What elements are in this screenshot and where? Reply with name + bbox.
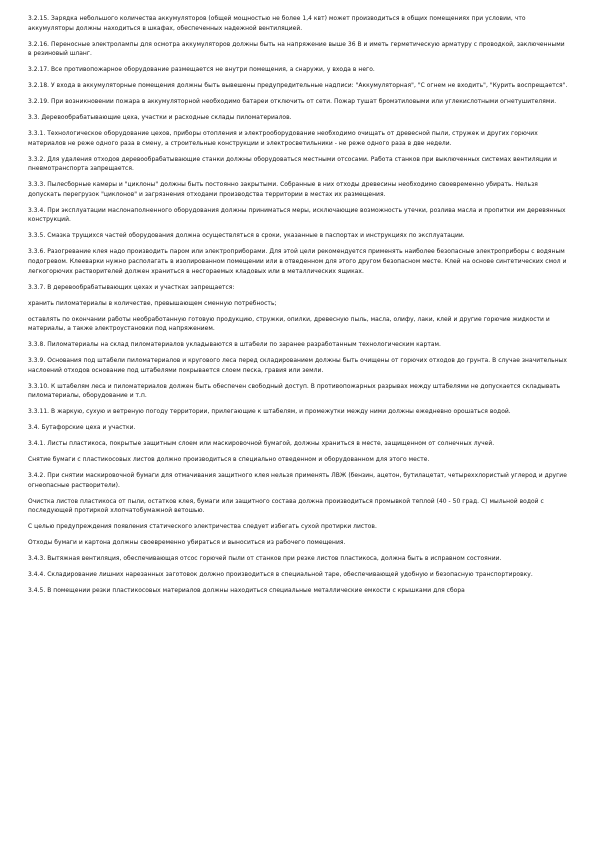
paragraph-3-3-4: 3.3.4. При эксплуатации маслонаполненного оборудования должны приниматься меры, исключающие возможность утечки, розлива масла и пропитки им деревянных конструкций. bbox=[28, 206, 566, 224]
paragraph-3-3-8: 3.3.8. Пиломатериалы на склад пиломатериалов укладываются в штабели по заранее разработанным технологическим картам. bbox=[28, 341, 441, 349]
paragraph-3-2-17: 3.2.17. Все противопожарное оборудование размещается не внутри помещения, а снаружи, у входа в него. bbox=[28, 66, 375, 74]
paragraph-3-4-4: 3.4.4. Складирование лишних нарезанных заготовок должно производиться в специальной таре, обеспечивающей удобную и безопасную транспортировку. bbox=[28, 571, 533, 579]
paragraph-3-2-19: 3.2.19. При возникновении пожара в аккумуляторной необходимо батареи отключить от сети. Пожар тушат бромэтиловыми или углекислотными огнетушителями. bbox=[28, 98, 557, 106]
paragraph-3-4-5: 3.4.5. В помещении резки пластикосовых материалов должны находиться специальные металлические емкости с крышками для сбора bbox=[28, 587, 465, 595]
paragraph-3-4-2: 3.4.2. При снятии маскировочной бумаги для отмачивания защитного клея нельзя применять ЛВЖ (бензин, ацетон, бутилацетат, четыреххлористый углерод и другие огнеопасные растворители). bbox=[28, 472, 567, 489]
paragraph-3-3-11: 3.3.11. В жаркую, сухую и ветреную погоду территории, прилегающие к штабелям, и промежутки между ними должны ежедневно орошаться водой. bbox=[28, 408, 511, 416]
paragraph-3-3-5: 3.3.5. Смазка трущихся частей оборудования должна осуществляться в сроки, указанные в паспортах и инструкциях по эксплуатации. bbox=[28, 232, 465, 240]
paragraph-3-3-2: 3.3.2. Для удаления отходов деревообрабатывающие станки должны оборудоваться местными отсосами. Работа станков при выключенных системах вентиляции и пневмотранспорта запрещается. bbox=[28, 155, 557, 173]
paragraph-3-2-16: 3.2.16. Переносные электролампы для осмотра аккумуляторов должны быть на напряжение выше 36 В и иметь герметическую арматуру с проводкой, заключенными в резиновый шланг. bbox=[28, 40, 565, 58]
paragraph-3-3-7: 3.3.7. В деревообрабатывающих цехах и участках запрещается: bbox=[28, 283, 235, 291]
list-item-prohibition-1: хранить пиломатериалы в количестве, превышающем сменную потребность; bbox=[28, 299, 277, 307]
paragraph-3-4-2-cleaning: Очистка листов пластикоса от пыли, остатков клея, бумаги или защитного состава должна производиться промывкой теплой (40 - 50 град. С) мыльной водой с последующей протиркой хлопчатобумажной ветошью. bbox=[28, 497, 544, 515]
paragraph-3-4-2-waste: Отходы бумаги и картона должны своевременно убираться и выноситься из рабочего помещения. bbox=[28, 539, 346, 547]
paragraph-3-2-18: 3.2.18. У входа в аккумуляторные помещения должны быть вывешены предупредительные надписи: "Аккумуляторная", "С огнем не входить", "Курить воспрещается". bbox=[28, 82, 568, 90]
paragraph-3-4-3: 3.4.3. Вытяжная вентиляция, обеспечивающая отсос горючей пыли от станков при резке листов пластикоса, должна быть в исправном состоянии. bbox=[28, 555, 502, 563]
list-item-prohibition-2: оставлять по окончании работы необработанную готовую продукцию, стружки, опилки, древесную пыль, масла, олифу, лаки, клей и другие горючие жидкости и материалы, а также электроустановки под напряжением. bbox=[28, 315, 550, 333]
paragraph-3-4-2-static: С целью предупреждения появления статического электричества следует избегать сухой протирки листов. bbox=[28, 523, 377, 531]
paragraph-3-3-10: 3.3.10. К штабелям леса и пиломатериалов должен быть обеспечен свободный доступ. В противопожарных разрывах между штабелями не допускается складывать пиломатериалы, оборудование и т.п. bbox=[28, 382, 561, 400]
paragraph-3-3-6: 3.3.6. Разогревание клея надо производить паром или электроприборами. Для этой цели рекомендуется применять наиболее безопасные электроприборы с водяным подогревом. Клееварки нужно располагать в изолированном помещении или в отведенном для этого другом безопасном месте. Клей на основе синтетических смол и легкогорючих растворителей должен храниться в несгораемых кладовых или в металлических ящиках. bbox=[28, 248, 567, 275]
paragraph-3-4-1-note: Снятие бумаги с пластикосовых листов должно производиться в специально отведенном и оборудованном для этого месте. bbox=[28, 456, 430, 464]
paragraph-3-2-15: 3.2.15. Зарядка небольшого количества аккумуляторов (общей мощностью не более 1,4 квт) может производиться в общих помещениях при условии, что аккумуляторы должны находиться в шкафах, обеспеченных надежной вентиляцией. bbox=[28, 15, 526, 32]
document-body bbox=[28, 14, 568, 602]
section-heading-3-4: 3.4. Бутафорские цеха и участки. bbox=[28, 424, 136, 432]
paragraph-3-3-9: 3.3.9. Основания под штабели пиломатериалов и кругового леса перед складированием должны быть очищены от горючих отходов до грунта. В случае значительных наслоений отходов основание под штабелями покрывается слоем песка, гравия или земли. bbox=[28, 357, 567, 374]
paragraph-3-3-1: 3.3.1. Технологическое оборудование цехов, приборы отопления и электрооборудование необходимо очищать от древесной пыли, стружек и других горючих материалов не реже одного раза в смену, а строительные конструкции и электросветильники - не реже одного раза в две недели. bbox=[28, 130, 538, 147]
section-heading-3-3: 3.3. Деревообрабатывающие цеха, участки и расходные склады пиломатериалов. bbox=[28, 114, 292, 122]
paragraph-3-3-3: 3.3.3. Пылесборные камеры и "циклоны" должны быть постоянно закрытыми. Собранные в них отходы древесины необходимо своевременно убирать. Нельзя допускать перегрузок "циклонов" и загрязнения отходами производства территории в местах их размещения. bbox=[28, 181, 538, 198]
paragraph-3-4-1: 3.4.1. Листы пластикоса, покрытые защитным слоем или маскировочной бумагой, должны храниться в месте, защищенном от солнечных лучей. bbox=[28, 440, 495, 448]
